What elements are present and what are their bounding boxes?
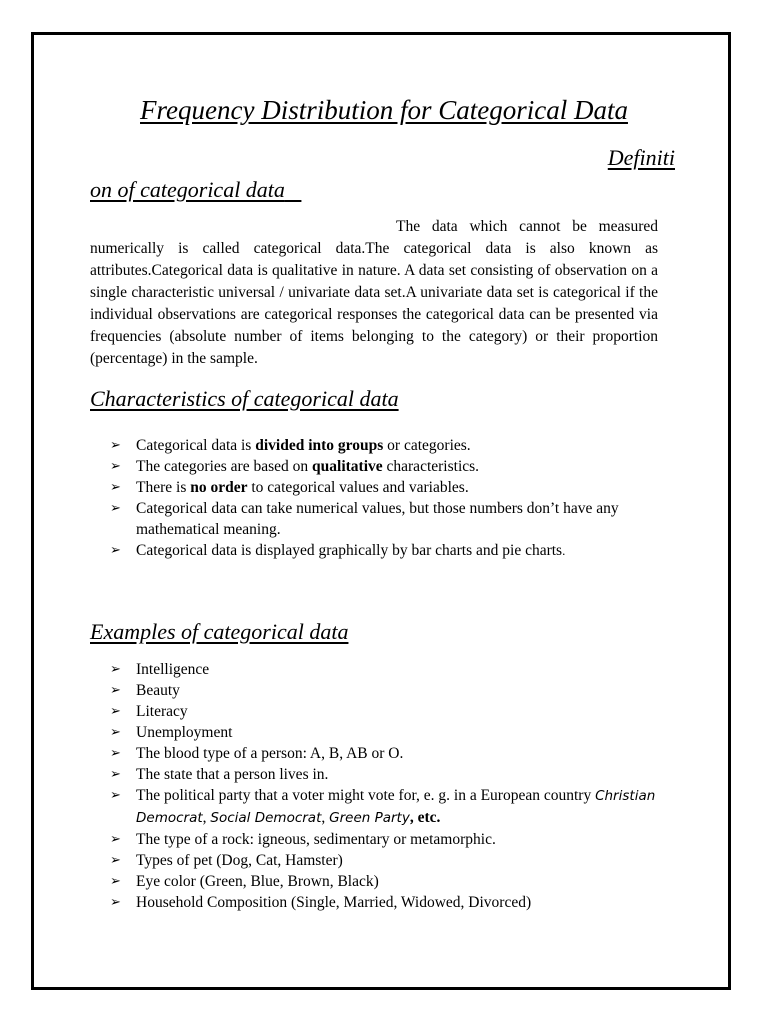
list-item: ➢ Literacy — [110, 703, 188, 720]
arrow-bullet-icon: ➢ — [110, 704, 121, 719]
arrow-bullet-icon: ➢ — [110, 767, 121, 782]
arrow-bullet-icon: ➢ — [110, 459, 121, 474]
list-item: ➢ The state that a person lives in. — [110, 766, 329, 783]
list-item: ➢ Types of pet (Dog, Cat, Hamster) — [110, 852, 343, 869]
arrow-bullet-icon: ➢ — [110, 788, 121, 803]
list-item: ➢ Categorical data is divided into groups or categories. — [110, 437, 471, 454]
definition-paragraph — [90, 216, 658, 370]
definition-heading-text: on of categorical data — [90, 177, 285, 202]
characteristics-heading: Characteristics of categorical data — [90, 386, 399, 411]
definition-text: The data which cannot be measured numerically is called categorical data.The categorical data is also known as attributes.Categorical data is qualitative in nature. A data set consisting of observation on a single characteristic universal / univariate data set.A univariate data set is categorical if the individual observations are categorical responses the categorical data can be presented via frequencies (absolute number of items belonging to the category) or their proportion (percentage) in the sample. — [90, 218, 658, 367]
list-item: ➢ Unemployment — [110, 724, 233, 741]
list-item: ➢ The categories are based on qualitative characteristics. — [110, 458, 480, 475]
list-item: ➢ Categorical data is displayed graphically by bar charts and pie charts. — [110, 542, 566, 559]
list-item: ➢ The political party that a voter might vote for, e. g. in a European country Christian Democrat, Social Democrat, Green Party, etc. — [110, 787, 656, 826]
arrow-bullet-icon: ➢ — [110, 832, 121, 847]
arrow-bullet-icon: ➢ — [110, 438, 121, 453]
arrow-bullet-icon: ➢ — [110, 683, 121, 698]
characteristics-list — [110, 435, 670, 561]
list-item: ➢ Household Composition (Single, Married, Widowed, Divorced) — [110, 894, 532, 911]
definition-heading-part2 — [90, 177, 301, 203]
list-item: ➢ Intelligence — [110, 661, 210, 678]
list-item: ➢ The blood type of a person: A, B, AB or O. — [110, 745, 404, 762]
document-title: Frequency Distribution for Categorical Data — [140, 95, 628, 125]
arrow-bullet-icon: ➢ — [110, 662, 121, 677]
list-item: ➢ Categorical data can take numerical values, but those numbers don’t have any mathematical meaning. — [110, 500, 619, 538]
examples-list — [110, 659, 670, 913]
arrow-bullet-icon: ➢ — [110, 543, 121, 558]
arrow-bullet-icon: ➢ — [110, 501, 121, 516]
list-item: ➢ Eye color (Green, Blue, Brown, Black) — [110, 873, 379, 890]
list-item: ➢ There is no order to categorical values and variables. — [110, 479, 469, 496]
arrow-bullet-icon: ➢ — [110, 746, 121, 761]
arrow-bullet-icon: ➢ — [110, 853, 121, 868]
arrow-bullet-icon: ➢ — [110, 874, 121, 889]
arrow-bullet-icon: ➢ — [110, 480, 121, 495]
list-item: ➢ Beauty — [110, 682, 180, 699]
list-item: ➢ The type of a rock: igneous, sedimentary or metamorphic. — [110, 831, 496, 848]
arrow-bullet-icon: ➢ — [110, 725, 121, 740]
examples-heading: Examples of categorical data — [90, 619, 349, 644]
definition-heading-part1: Definiti — [607, 145, 675, 170]
arrow-bullet-icon: ➢ — [110, 895, 121, 910]
